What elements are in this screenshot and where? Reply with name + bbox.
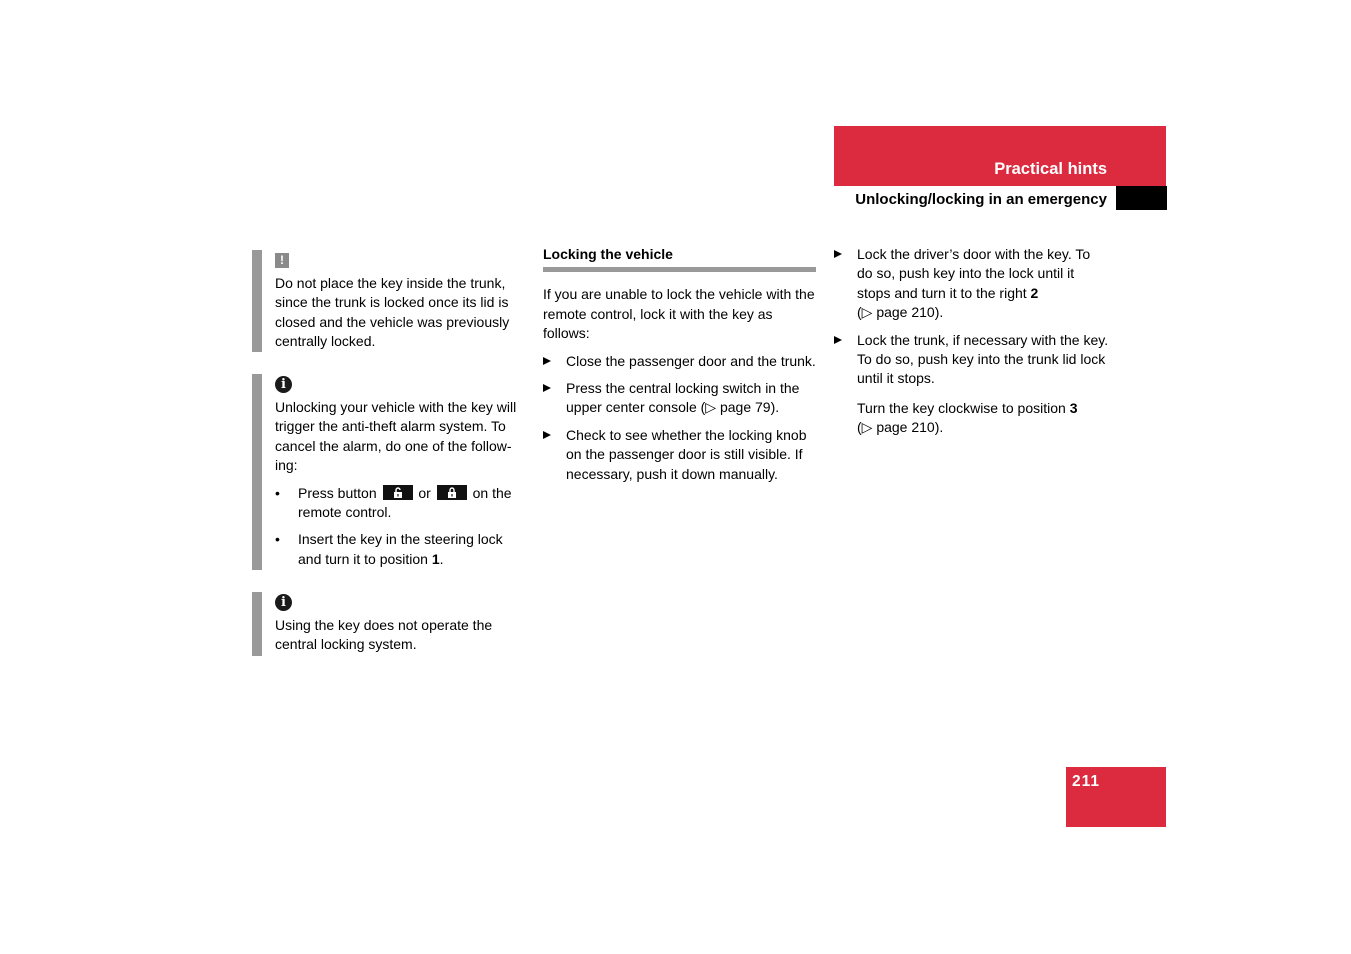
lock-button-icon	[437, 485, 467, 500]
alarm-options	[275, 484, 527, 570]
intro-text: If you are unable to lock the vehicle with the remote control, lock it with the key as follows:	[543, 286, 815, 342]
arrow-icon	[834, 250, 842, 258]
info-note-central-locking	[252, 592, 527, 656]
list-item: Close the passenger door and the trunk.	[543, 352, 816, 371]
info-icon: i	[275, 376, 292, 393]
section-tab-marker	[1116, 186, 1167, 210]
page-number: 211	[1072, 773, 1101, 790]
list-item: Check to see whether the locking knob on the passenger door is still visible. If necessary, push it down manually.	[543, 426, 816, 484]
subsection-title: Unlocking/locking in an emergency	[855, 191, 1107, 208]
note-bar	[252, 250, 262, 352]
list-item: Lock the trunk, if necessary with the key. To do so, push key into the trunk lid lock until it stops.	[834, 331, 1109, 389]
locking-section	[543, 245, 816, 492]
unlock-button-icon	[383, 485, 413, 500]
info-note-alarm	[252, 374, 527, 570]
list-item: • Press button or on the remote control.	[275, 484, 527, 523]
note-bar	[252, 592, 262, 656]
info-text: Unlocking your vehicle with the key will trigger the anti-theft alarm system. To cancel the alarm, do one of the follow-ing:	[275, 399, 517, 474]
list-item: • Insert the key in the steering lock and turn it to position 1.	[275, 530, 527, 569]
section-title: Practical hints	[994, 160, 1107, 178]
warning-text: Do not place the key inside the trunk, since the trunk is locked once its lid is closed and the vehicle was previously centrally locked.	[275, 275, 510, 350]
list-item: Lock the driver’s door with the key. To do so, push key into the lock until it stops and turn it to the right 2 (▷ page 210).	[834, 245, 1109, 323]
arrow-icon	[543, 357, 551, 365]
locking-steps-continued	[834, 245, 1109, 438]
arrow-icon	[834, 336, 842, 344]
info-text: Using the key does not operate the central locking system.	[275, 617, 493, 653]
section-heading: Locking the vehicle	[543, 245, 816, 272]
info-icon: i	[275, 594, 292, 611]
warning-icon: !	[275, 253, 289, 268]
warning-note	[252, 250, 527, 352]
arrow-icon	[543, 431, 551, 439]
arrow-icon	[543, 384, 551, 392]
locking-steps	[543, 352, 816, 484]
follow-up-text: Turn the key clockwise to position 3 (▷ page 210).	[857, 399, 1078, 436]
note-bar	[252, 374, 262, 570]
list-item: Press the central locking switch in the upper center console (▷ page 79).	[543, 379, 816, 418]
